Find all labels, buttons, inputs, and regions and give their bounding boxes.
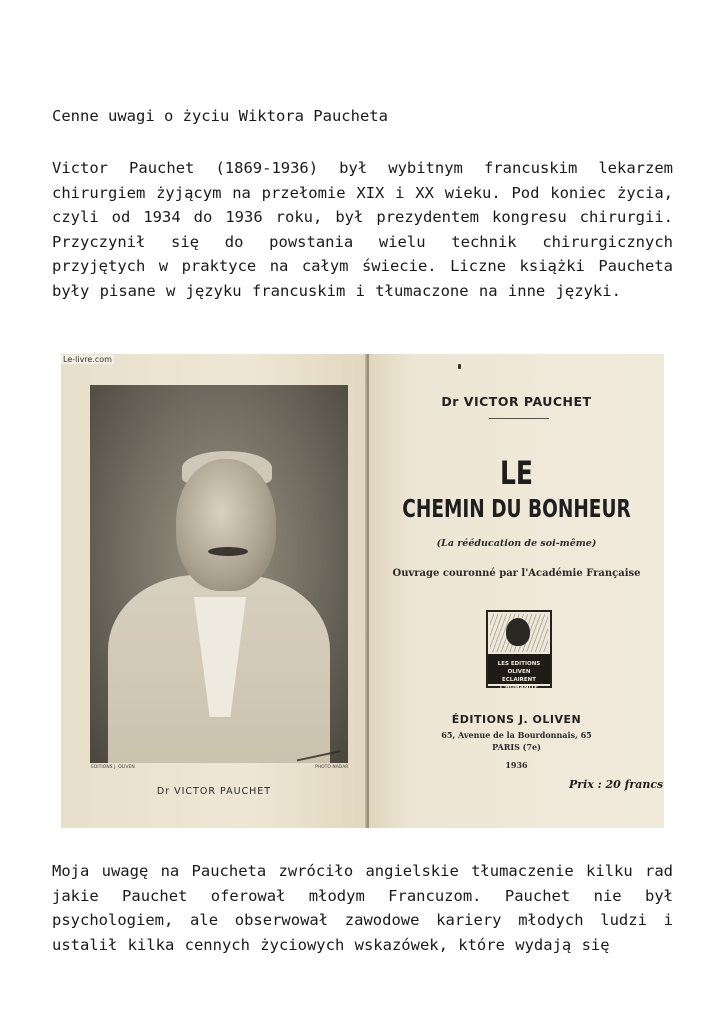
document-title: Cenne uwagi o życiu Wiktora Paucheta [52,107,388,125]
book-photo [61,354,664,828]
logo-line2: ECLAIRENT L'HUMANITE [499,677,539,691]
book-left-page [61,354,367,828]
face-shape [176,459,276,591]
publisher-name: ÉDITIONS J. OLIVEN [451,713,582,726]
publisher-city: PARIS (7e) [492,742,541,752]
title-rule [489,418,549,419]
book-title-line2: CHEMIN DU BONHEUR [402,494,631,523]
logo-line1: LES EDITIONS OLIVEN [497,661,541,675]
book-price: Prix : 20 francs [569,778,664,791]
photo-credit-right: PHOTO NADAR [315,765,349,770]
portrait-caption: Dr VICTOR PAUCHET [156,786,272,797]
book-author: Dr VICTOR PAUCHET [441,394,592,409]
book-title-page [369,354,664,828]
book-title-line1: LE [500,454,533,492]
publisher-logo-icon [486,610,552,691]
portrait-photo [90,385,348,763]
publication-year: 1936 [505,760,528,770]
publisher-address: 65, Avenue de la Bourdonnais, 65 [441,730,592,740]
logo-band [488,654,550,691]
paragraph-continued: Moja uwagę na Paucheta zwróciło angielskie tłumaczenie kilku rad jakie Pauchet oferował młodym Francuzom. Pauchet nie był psychologiem, ale obserwował zawodowe kariery młodych ludzi i ustalił kilka cennych życiowych wskazówek, które wydają się [52,862,673,954]
book-subtitle: (La rééducation de soi-même) [436,538,597,549]
photo-credit-left: EDITIONS J. OLIVEN [91,765,135,770]
ink-dot [458,364,461,369]
paragraph-intro: Victor Pauchet (1869-1936) był wybitnym francuskim lekarzem chirurgiem żyjącym na przełomie XIX i XX wieku. Pod koniec życia, czyli od 1934 do 1936 roku, był prezydentem kongresu chirurgii. Przyczynił się do powstania wielu technik chirurgicznych przyjętych w praktyce na całym świecie. Liczne książki Paucheta były pisane w języku francuskim i tłumaczone na inne języki. [52,159,673,300]
watermark: Le-livre.com [63,355,112,364]
mustache-shape [208,547,248,556]
book-award: Ouvrage couronné par l'Académie Française [392,568,641,579]
logo-head [506,618,530,646]
